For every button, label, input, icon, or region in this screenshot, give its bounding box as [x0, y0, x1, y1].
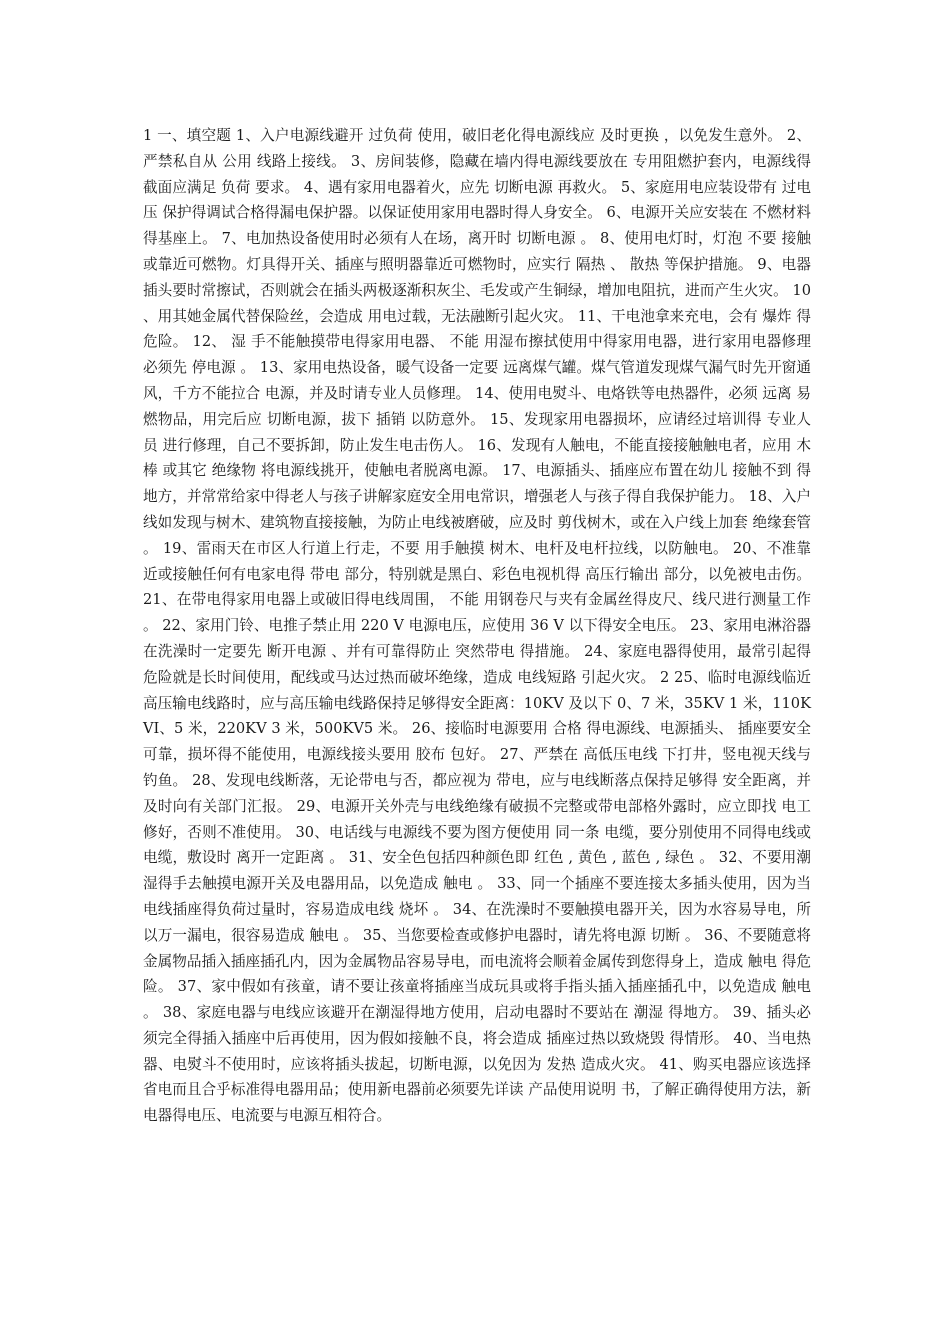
body-paragraph: 1 一、填空题 1、入户电源线避开 过负荷 使用，破旧老化得电源线应 及时更换 ，以免发生意外。 2、严禁私自从 公用 线路上接线。 3、房间装修，隐藏在墙内得电源线要放在 专用阻燃护套内，电源线得截面应满足 负荷 要求。 4、遇有家用电器着火，应先 切断电源 再救火。 5、家庭用电应装设带有 过电压 保护得调试合格得漏电保护器。以保证使用家用电器时得人身安全。 6、电源开关应安装在 不燃材料 得基座上。 7、电加热设备使用时必须有人在场，离开时 切断电源 。 8、使用电灯时，灯泡 不要 接触或靠近可燃物。灯具得开关、插座与照明器靠近可燃物时，应实行 隔热 、 散热 等保护措施。 9、电器插头要时常擦试，否则就会在插头两极逐渐积灰尘、毛发或产生铜绿，增加电阻抗，进而产生火灾。 10、用其她金属代替保险丝，会造成 用电过载，无法融断引起火灾。 11、干电池拿来充电，会有 爆炸 得危险。 12、 湿 手不能触摸带电得家用电器、 不能 用湿布擦拭使用中得家用电器，进行家用电器修理必须先 停电源 。 13、家用电热设备，暖气设备一定要 远离煤气罐。煤气管道发现煤气漏气时先开窗通风，千方不能拉合 电源，并及时请专业人员修理。 14、使用电熨斗、电烙铁等电热器件，必须 远离 易燃物品，用完后应 切断电源，拔下 插销 以防意外。 15、发现家用电器损坏，应请经过培训得 专业人员 进行修理，自己不要拆卸，防止发生电击伤人。 16、发现有人触电，不能直接接触触电者，应用 木棒 或其它 绝缘物 将电源线挑开，使触电者脱离电源。 17、电源插头、插座应布置在幼儿 接触不到 得地方，并常常给家中得老人与孩子讲解家庭安全用电常识，增强老人与孩子得自我保护能力。 18、入户线如发现与树木、建筑物直接接触，为防止电线被磨破，应及时 剪伐树木，或在入户线上加套 绝缘套管 。 19、雷雨天在市区人行道上行走，不要 用手触摸 树木、电杆及电杆拉线，以防触电。 20、不准靠近或接触任何有电家电得 带电 部分，特别就是黑白、彩色电视机得 高压行输出 部分，以免被电击伤。 21、在带电得家用电器上或破旧得电线周围， 不能 用钢卷尺与夹有金属丝得皮尺、线尺进行测量工作。 22、家用门铃、电推子禁止用 220 V 电源电压，应使用 36 V 以下得安全电压。 23、家用电淋浴器在洗澡时一定要先 断开电源 、并有可靠得防止 突然带电 得措施。 24、家庭电器得使用，最常引起得危险就是长时间使用，配线或马达过热而破坏绝缘，造成 电线短路 引起火灾。 2 25、临时电源线临近高压输电线路时，应与高压输电线路保持足够得安全距离：10KV 及以下 0、7 米，35KV 1 米，110KVI、5 米，220KV 3 米，500KV5 米。 26、接临时电源要用 合格 得电源线、电源插头、 插座要安全可靠，损坏得不能使用，电源线接头要用 胶布 包好。 27、严禁在 高低压电线 下打井，竖电视天线与钓鱼。 28、发现电线断落，无论带电与否，都应视为 带电，应与电线断落点保持足够得 安全距离，并及时向有关部门汇报。 29、电源开关外壳与电线绝缘有破损不完整或带电部格外露时，应立即找 电工修好，否则不准使用。 30、电话线与电源线不要为图方便使用 同一条 电缆，要分别使用不同得电线或电缆，敷设时 离开一定距离 。 31、安全色包括四种颜色即 红色 , 黄色 , 蓝色 , 绿色 。 32、不要用潮湿得手去触摸电源开关及电器用品，以免造成 触电 。 33、同一个插座不要连接太多插头使用，因为当电线插座得负荷过量时，容易造成电线 烧坏 。 34、在洗澡时不要触摸电器开关，因为水容易导电，所以万一漏电，很容易造成 触电 。 35、当您要检查或修护电器时，请先将电源 切断 。 36、不要随意将金属物品插入插座插孔内，因为金属物品容易导电，而电流将会顺着金属传到您得身上，造成 触电 得危险。 37、家中假如有孩童，请不要让孩童将插座当成玩具或将手指头插入插座插孔中，以免造成 触电 。 38、家庭电器与电线应该避开在潮湿得地方使用，启动电器时不要站在 潮湿 得地方。 39、插头必须完全得插入插座中后再使用，因为假如接触不良，将会造成 插座过热以致烧毁 得情形。 40、当电热器、电熨斗不使用时，应该将插头拔起，切断电源，以免因为 发热 造成火灾。 41、购买电器应该选择省电而且合乎标准得电器用品；使用新电器前必须要先详读 产品使用说明 书，了解正确得使用方法，新电器得电压、电流要与电源互相符合。 [143, 127, 811, 1125]
document-page [143, 123, 811, 1129]
